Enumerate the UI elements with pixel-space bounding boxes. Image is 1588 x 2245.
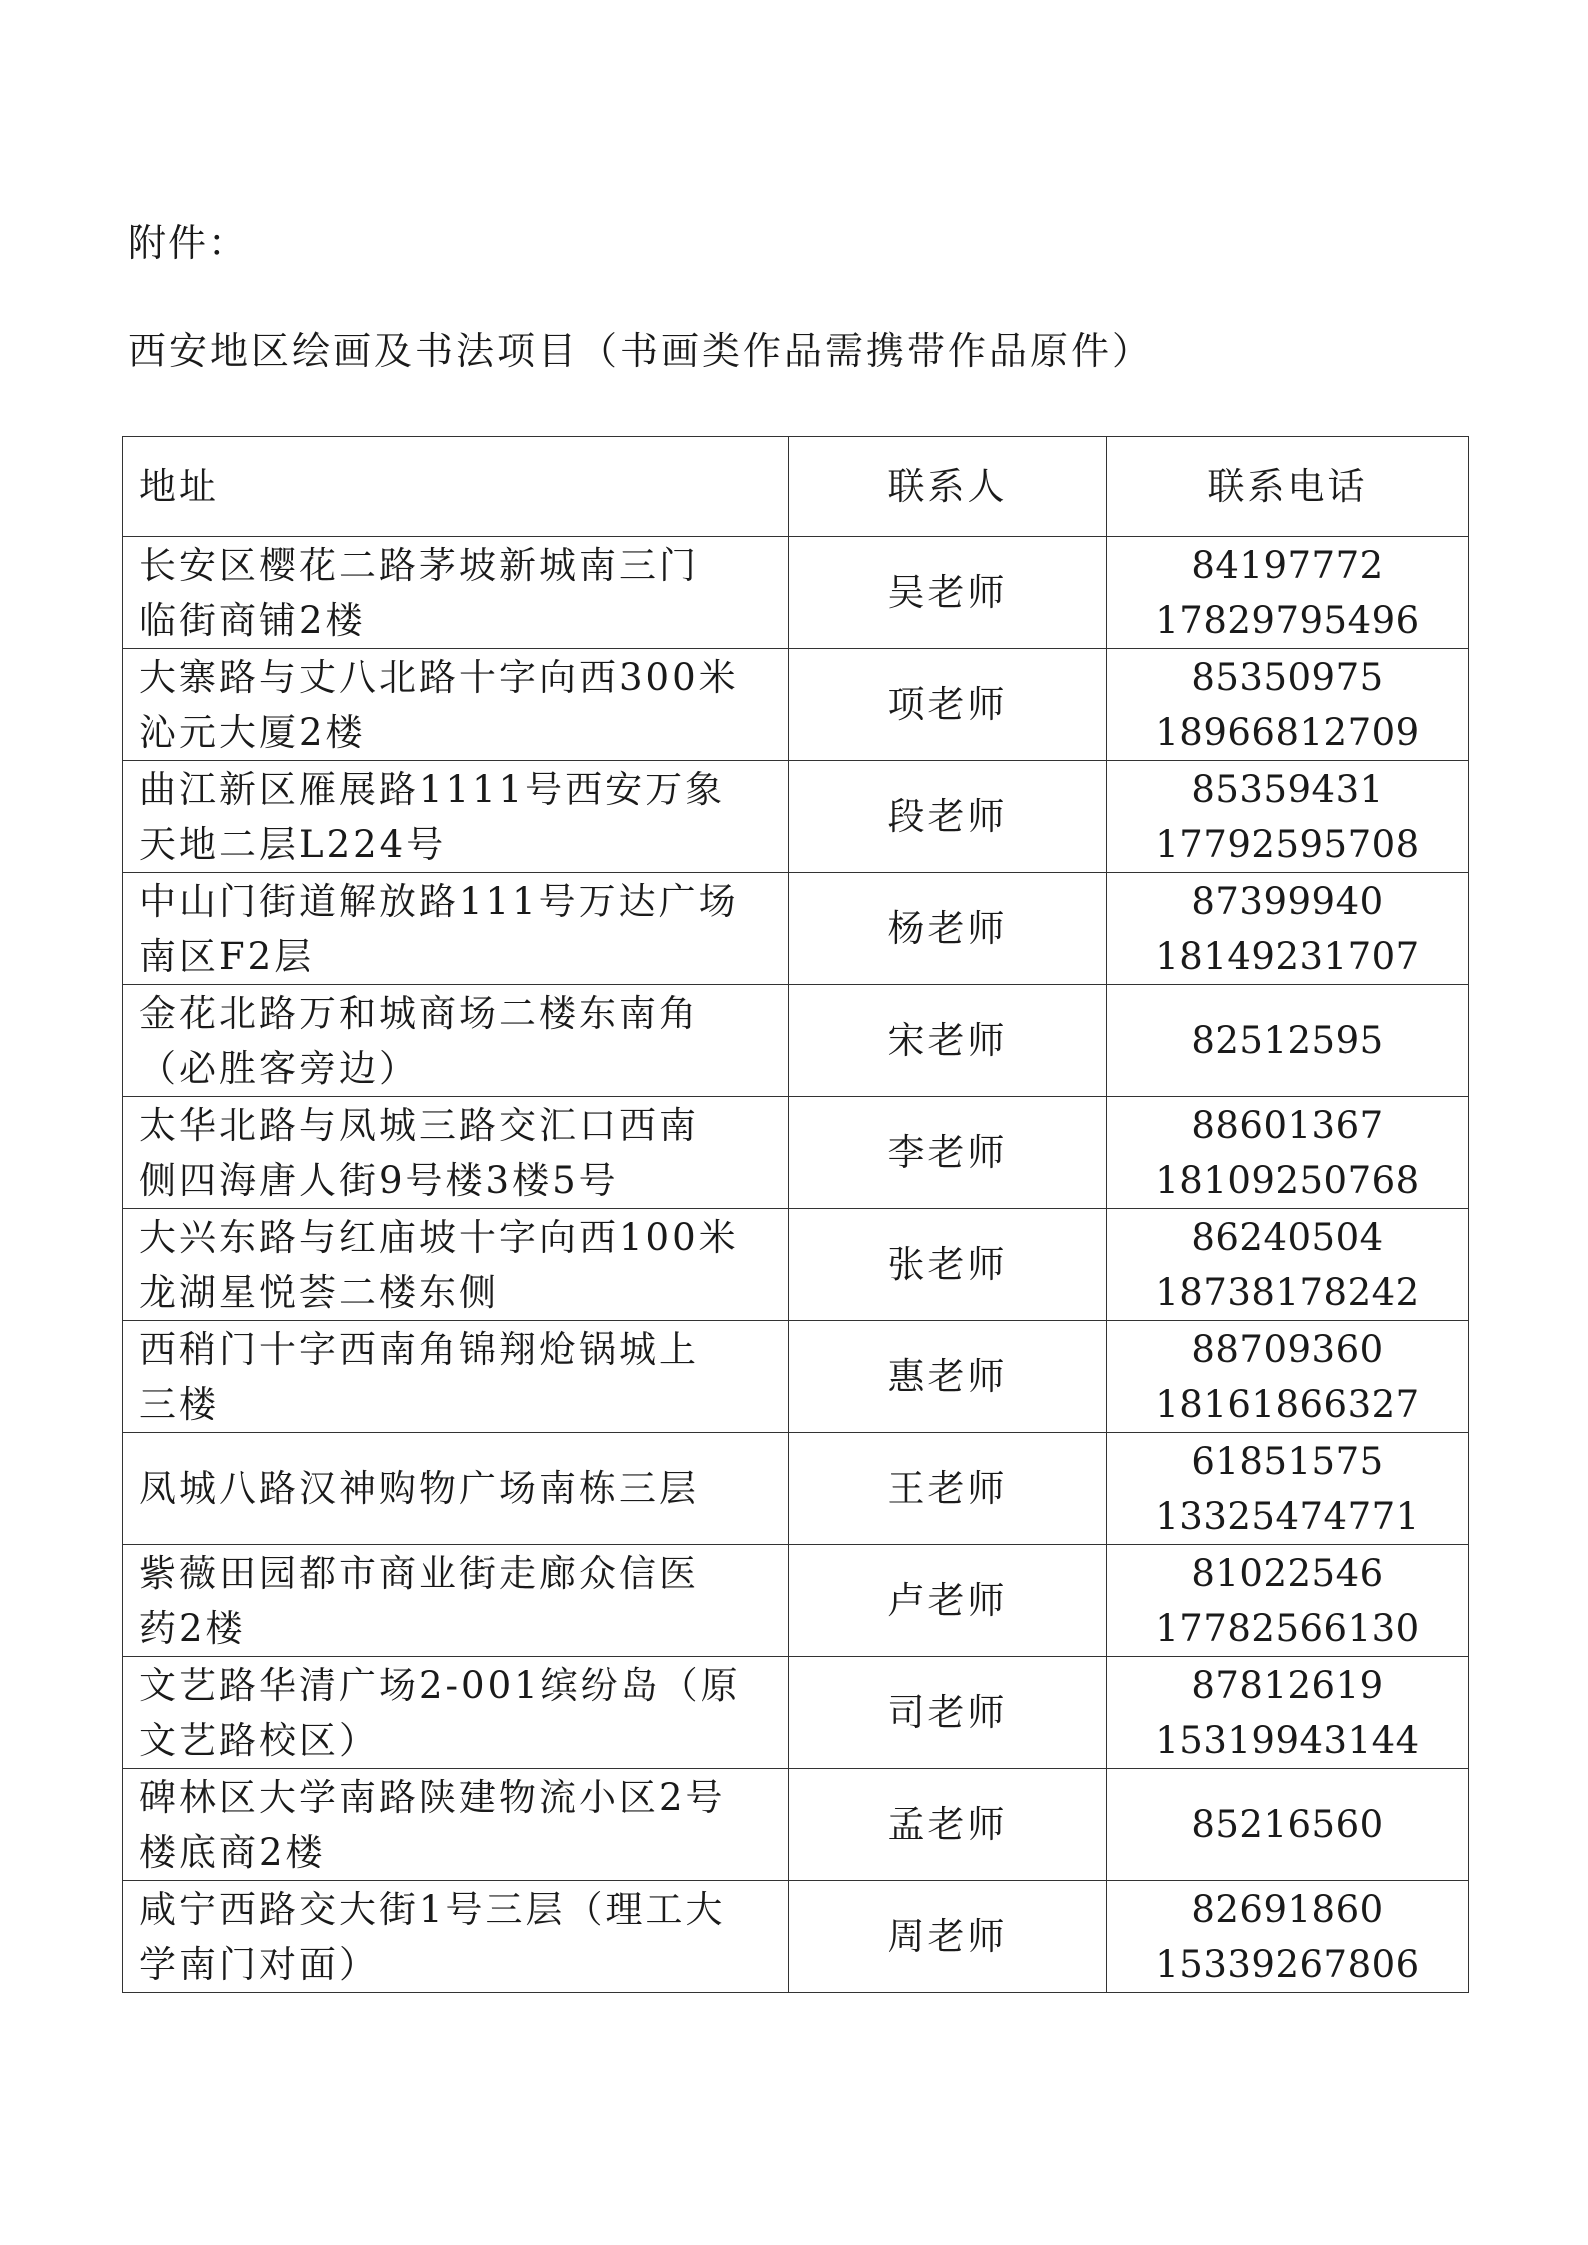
phone-number: 61851575 <box>1191 1439 1384 1483</box>
table-row <box>123 761 1469 873</box>
address-line: 中山门街道解放路111号万达广场 <box>139 879 739 923</box>
contact-cell: 项老师 <box>789 649 1107 761</box>
phone-number: 18161866327 <box>1155 1382 1420 1426</box>
contact-cell: 宋老师 <box>789 985 1107 1097</box>
phone-cell <box>1107 1097 1469 1209</box>
table-row <box>123 1657 1469 1769</box>
phone-number: 82691860 <box>1191 1887 1384 1931</box>
phone-cell <box>1107 1209 1469 1321</box>
address-line: 临街商铺2楼 <box>139 598 366 642</box>
phone-number: 81022546 <box>1191 1551 1384 1595</box>
address-line: 楼底商2楼 <box>139 1830 326 1874</box>
address-cell <box>123 873 789 985</box>
phone-cell <box>1107 1433 1469 1545</box>
phone-number: 84197772 <box>1191 543 1384 587</box>
phone-cell <box>1107 1545 1469 1657</box>
address-line: 太华北路与凤城三路交汇口西南 <box>139 1103 699 1147</box>
address-cell <box>123 761 789 873</box>
address-cell <box>123 985 789 1097</box>
phone-cell <box>1107 537 1469 649</box>
address-cell <box>123 1657 789 1769</box>
contact-cell: 段老师 <box>789 761 1107 873</box>
phone-number: 87399940 <box>1191 879 1384 923</box>
address-cell <box>123 1545 789 1657</box>
address-line: 侧四海唐人街9号楼3楼5号 <box>139 1158 619 1202</box>
phone-number: 18738178242 <box>1155 1270 1420 1314</box>
address-line: 南区F2层 <box>139 934 315 978</box>
contact-cell: 孟老师 <box>789 1769 1107 1881</box>
address-line: 大兴东路与红庙坡十字向西100米 <box>139 1215 739 1259</box>
phone-number: 15319943144 <box>1155 1718 1420 1762</box>
phone-number: 88601367 <box>1191 1103 1384 1147</box>
address-cell <box>123 1433 789 1545</box>
address-cell <box>123 1097 789 1209</box>
phone-number: 86240504 <box>1191 1215 1384 1259</box>
address-line: 大寨路与丈八北路十字向西300米 <box>139 655 739 699</box>
address-cell <box>123 1209 789 1321</box>
phone-number: 82512595 <box>1191 1019 1384 1062</box>
contacts-table <box>122 436 1469 1993</box>
address-line: 龙湖星悦荟二楼东侧 <box>139 1270 499 1314</box>
address-line: 沁元大厦2楼 <box>139 710 366 754</box>
table-row <box>123 873 1469 985</box>
phone-cell <box>1107 761 1469 873</box>
phone-number: 88709360 <box>1191 1327 1384 1371</box>
phone-number: 15339267806 <box>1155 1942 1420 1986</box>
phone-number: 85216560 <box>1191 1803 1384 1846</box>
address-line: 曲江新区雁展路1111号西安万象 <box>139 767 726 811</box>
address-cell <box>123 1881 789 1993</box>
phone-cell <box>1107 873 1469 985</box>
phone-number: 85359431 <box>1191 767 1384 811</box>
table-row <box>123 1433 1469 1545</box>
phone-number: 18966812709 <box>1155 710 1420 754</box>
phone-number: 17782566130 <box>1155 1606 1420 1650</box>
address-cell <box>123 649 789 761</box>
phone-cell <box>1107 1881 1469 1993</box>
table-row <box>123 1545 1469 1657</box>
phone-cell <box>1107 1769 1469 1881</box>
phone-number: 87812619 <box>1191 1663 1384 1707</box>
contact-cell: 司老师 <box>789 1657 1107 1769</box>
phone-cell <box>1107 1321 1469 1433</box>
address-line: 三楼 <box>139 1382 219 1426</box>
table-header-row <box>123 437 1469 537</box>
table-row <box>123 1097 1469 1209</box>
document-title: 西安地区绘画及书法项目（书画类作品需携带作品原件） <box>128 329 1154 373</box>
table-row <box>123 1769 1469 1881</box>
address-line: 紫薇田园都市商业街走廊众信医 <box>139 1551 699 1595</box>
address-line: 金花北路万和城商场二楼东南角 <box>139 991 699 1035</box>
address-line: 药2楼 <box>139 1606 246 1650</box>
contact-cell: 卢老师 <box>789 1545 1107 1657</box>
table-row <box>123 1881 1469 1993</box>
address-line: 西稍门十字西南角锦翔炝锅城上 <box>139 1327 699 1371</box>
phone-number: 17792595708 <box>1155 822 1420 866</box>
address-line: 天地二层L224号 <box>139 822 447 866</box>
address-line: （必胜客旁边） <box>139 1046 419 1090</box>
table-row <box>123 985 1469 1097</box>
contact-cell: 张老师 <box>789 1209 1107 1321</box>
contact-cell: 惠老师 <box>789 1321 1107 1433</box>
table-row <box>123 649 1469 761</box>
contact-cell: 杨老师 <box>789 873 1107 985</box>
header-address: 地址 <box>123 437 789 537</box>
address-cell <box>123 537 789 649</box>
table-row <box>123 537 1469 649</box>
attachment-label: 附件： <box>128 221 249 265</box>
header-contact: 联系人 <box>789 437 1107 537</box>
phone-cell <box>1107 649 1469 761</box>
address-line: 文艺路华清广场2-001缤纷岛（原 <box>139 1663 741 1707</box>
phone-number: 13325474771 <box>1155 1494 1420 1538</box>
address-line: 凤城八路汉神购物广场南栋三层 <box>139 1467 699 1510</box>
phone-number: 18149231707 <box>1155 934 1420 978</box>
address-line: 碑林区大学南路陕建物流小区2号 <box>139 1775 726 1819</box>
phone-number: 18109250768 <box>1155 1158 1420 1202</box>
table-row <box>123 1321 1469 1433</box>
header-phone: 联系电话 <box>1107 437 1469 537</box>
contact-cell: 王老师 <box>789 1433 1107 1545</box>
address-line: 长安区樱花二路茅坡新城南三门 <box>139 543 699 587</box>
table-row <box>123 1209 1469 1321</box>
address-line: 文艺路校区） <box>139 1718 379 1762</box>
address-line: 学南门对面） <box>139 1942 379 1986</box>
phone-cell <box>1107 1657 1469 1769</box>
address-line: 咸宁西路交大街1号三层（理工大 <box>139 1887 726 1931</box>
address-cell <box>123 1321 789 1433</box>
address-cell <box>123 1769 789 1881</box>
contact-cell: 周老师 <box>789 1881 1107 1993</box>
contact-cell: 吴老师 <box>789 537 1107 649</box>
phone-number: 17829795496 <box>1155 598 1420 642</box>
phone-number: 85350975 <box>1191 655 1384 699</box>
phone-cell <box>1107 985 1469 1097</box>
contact-cell: 李老师 <box>789 1097 1107 1209</box>
